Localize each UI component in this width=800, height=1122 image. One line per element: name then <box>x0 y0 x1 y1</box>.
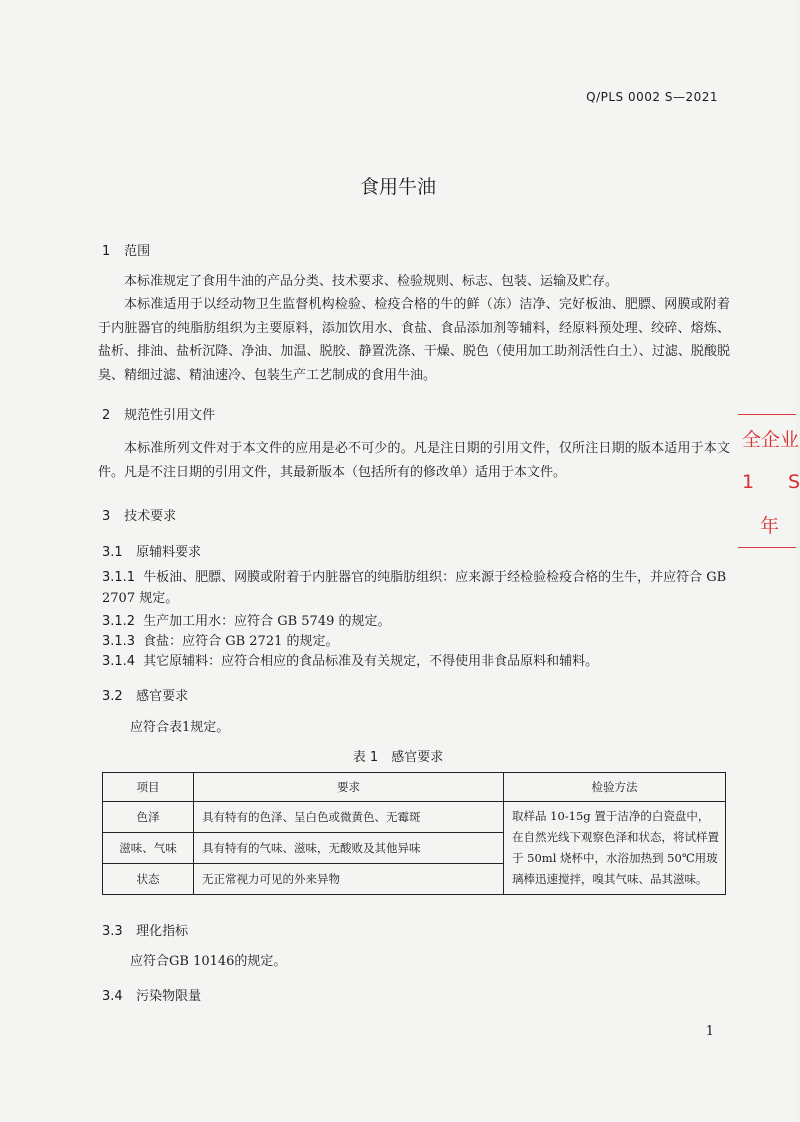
scope-paragraph-1: 本标准规定了食用牛油的产品分类、技术要求、检验规则、标志、包装、运输及贮存。 <box>124 274 619 289</box>
table-cell-item: 滋味、气味 <box>103 833 194 864</box>
table-cell-method: 取样品 10-15g 置于洁净的白瓷盘中，在自然光线下观察色泽和状态，将试样置于 50ml 烧杯中，水浴加热到 50℃用玻璃棒迅速搅拌，嗅其气味、品其滋味。 <box>504 802 726 895</box>
section-title: 规范性引用文件 <box>124 408 216 423</box>
clause-3-1-1 <box>102 567 728 609</box>
clause-3-1-3 <box>102 631 728 652</box>
table-row <box>103 802 726 833</box>
clause-text: 牛板油、肥膘、网膜或附着于内脏器官的纯脂肪组织：应来源于经检验检疫合格的生牛，并应符合 GB 2707 规定。 <box>102 570 727 606</box>
section-number: 3.2 <box>102 689 123 704</box>
stamp-text-line1: 全企业 <box>742 429 800 451</box>
references-paragraph: 本标准所列文件对于本文件的应用是必不可少的。凡是注日期的引用文件，仅所注日期的版本适用于本文件。凡是不注日期的引用文件，其最新版本（包括所有的修改单）适用于本文件。 <box>98 441 730 480</box>
section-number: 2 <box>102 408 111 423</box>
table-caption: 表 1 感官要求 <box>352 750 444 765</box>
section-2-heading <box>102 404 215 423</box>
section-number: 1 <box>102 244 111 259</box>
physchem-reference-text: 应符合GB 10146的规定。 <box>130 954 287 969</box>
clause-number: 3.1.3 <box>102 634 136 649</box>
red-seal-stamp <box>738 414 800 548</box>
section-title: 原辅料要求 <box>136 545 202 560</box>
clause-number: 3.1.4 <box>102 654 136 669</box>
stamp-text-line4: 年 <box>760 515 780 537</box>
clause-text: 其它原辅料：应符合相应的食品标准及有关规定，不得使用非食品原料和辅料。 <box>143 654 599 669</box>
scope-paragraph-2: 本标准适用于以经动物卫生监督机构检验、检疫合格的牛的鲜（冻）洁净、完好板油、肥膘、网膜或附着于内脏器官的纯脂肪组织为主要原料，添加饮用水、食盐、食品添加剂等辅料，经原料预处理、绞碎、熔炼、盐析、排油、盐析沉降、净油、加温、脱胶、静置洗涤、干燥、脱色（使用加工助剂活性白土）、过滤、脱酸脱臭、精细过滤、精油速冷、包装生产工艺制成的食用牛油。 <box>98 297 730 383</box>
section-1-heading <box>102 240 150 259</box>
sensory-requirements-table <box>102 772 726 895</box>
section-number: 3.4 <box>102 989 123 1004</box>
section-title: 理化指标 <box>136 924 189 939</box>
clause-3-1-2 <box>102 611 728 632</box>
section-number: 3.1 <box>102 545 123 560</box>
table-header-cell: 项目 <box>103 773 194 802</box>
table-header-cell: 要求 <box>194 773 504 802</box>
table-header-row <box>103 773 726 802</box>
section-3-4-heading <box>102 985 201 1004</box>
clause-text: 食盐：应符合 GB 2721 的规定。 <box>143 634 339 649</box>
section-number: 3.3 <box>102 924 123 939</box>
page-number: 1 <box>705 1024 714 1039</box>
standard-code: Q/PLS 0002 S—2021 <box>586 90 718 104</box>
table-cell-item: 色泽 <box>103 802 194 833</box>
table-cell-requirement: 具有特有的色泽、呈白色或微黄色、无霉斑 <box>194 802 504 833</box>
stamp-text-line3: S <box>788 471 800 493</box>
stamp-text-line2: 1 <box>742 471 755 493</box>
clause-text: 生产加工用水：应符合 GB 5749 的规定。 <box>143 614 391 629</box>
clause-number: 3.1.2 <box>102 614 136 629</box>
table-header-cell: 检验方法 <box>504 773 726 802</box>
table-cell-item: 状态 <box>103 864 194 895</box>
section-title: 污染物限量 <box>136 989 202 1004</box>
section-number: 3 <box>102 509 111 524</box>
clause-number: 3.1.1 <box>102 570 136 585</box>
section-title: 技术要求 <box>124 509 177 524</box>
section-title: 感官要求 <box>136 689 189 704</box>
table-cell-requirement: 无正常视力可见的外来异物 <box>194 864 504 895</box>
section-3-1-heading <box>102 541 201 560</box>
section-title: 范围 <box>124 244 151 259</box>
sensory-reference-text: 应符合表1规定。 <box>130 720 230 735</box>
section-3-heading <box>102 505 176 524</box>
section-3-2-heading <box>102 685 188 704</box>
clause-3-1-4 <box>102 651 728 672</box>
table-cell-requirement: 具有特有的气味、滋味，无酸败及其他异味 <box>194 833 504 864</box>
section-3-3-heading <box>102 920 188 939</box>
document-title: 食用牛油 <box>359 176 436 198</box>
